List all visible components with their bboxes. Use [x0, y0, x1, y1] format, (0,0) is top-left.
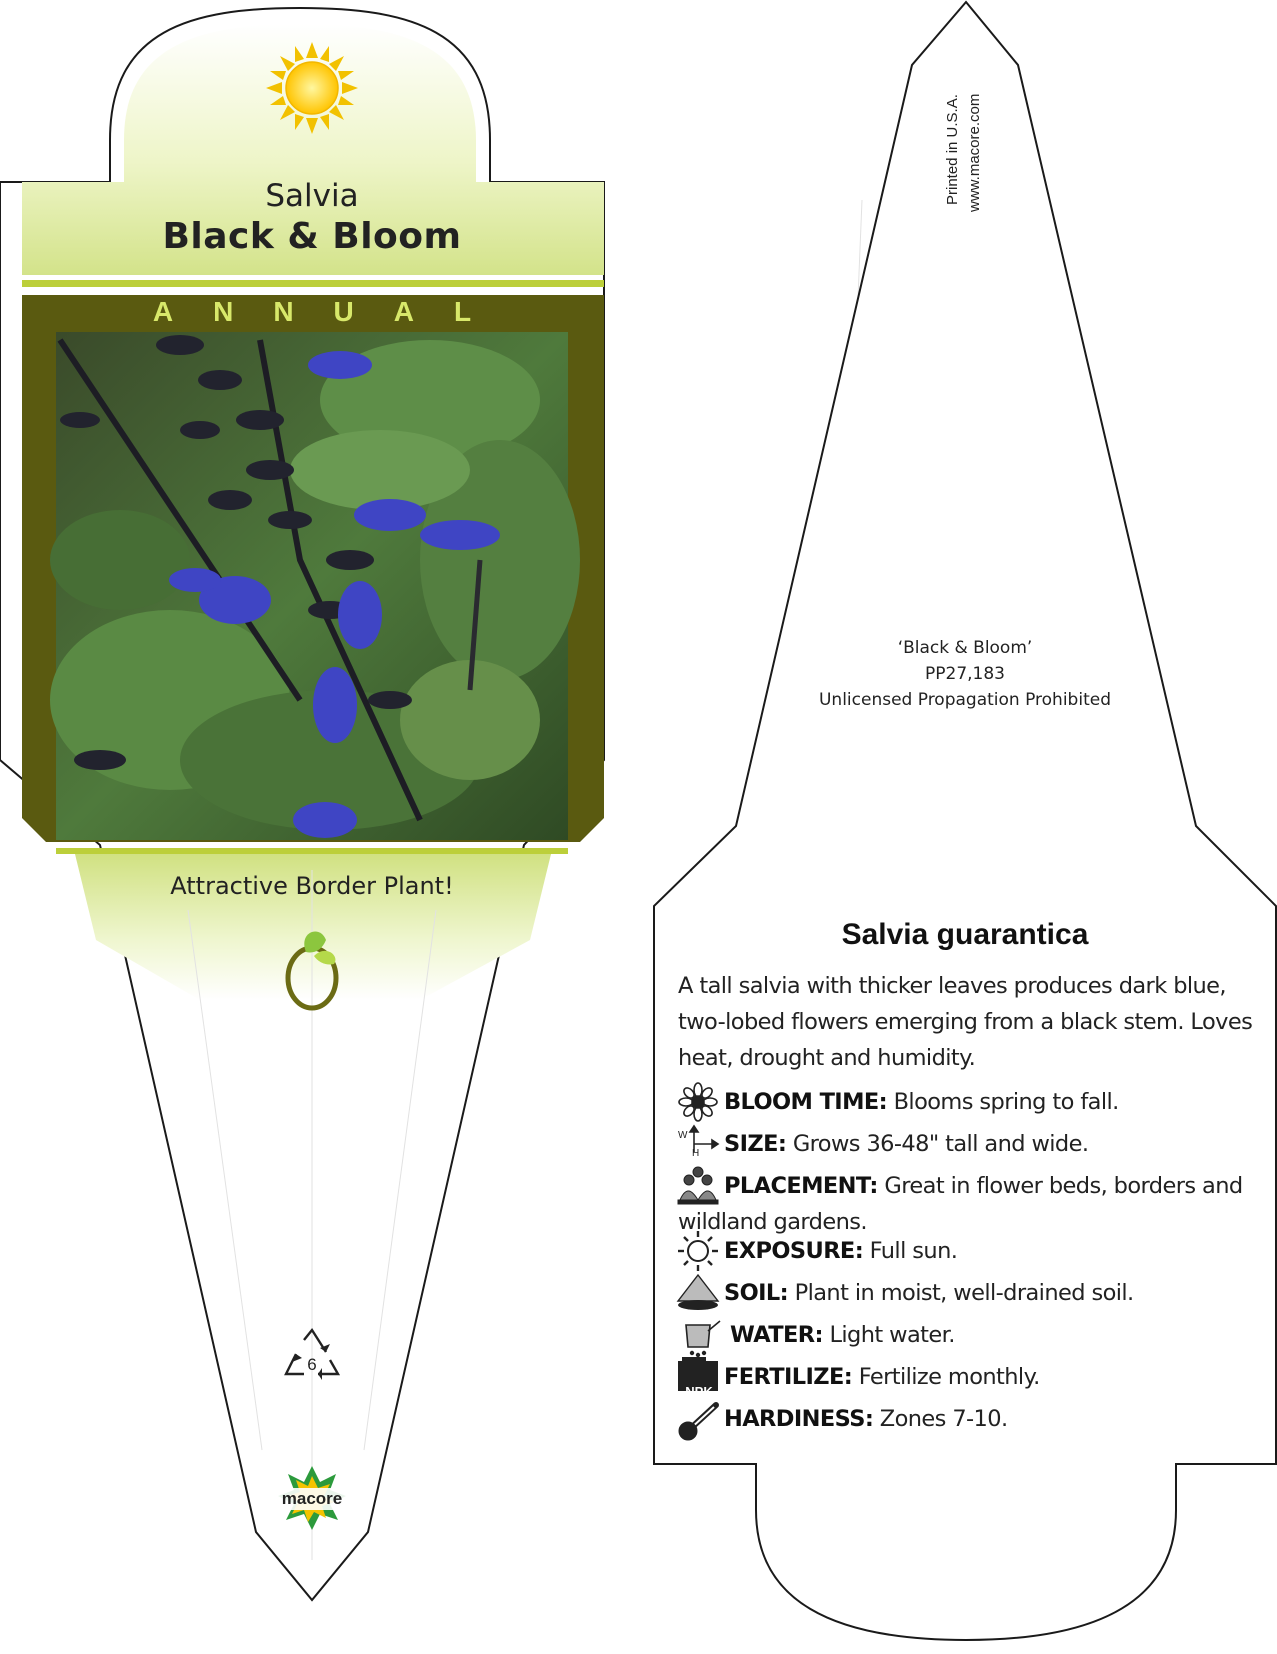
- detail-size: [724, 1126, 1264, 1162]
- footer-accent-line: [56, 848, 568, 854]
- detail-value: Plant in moist, well-drained soil.: [788, 1280, 1134, 1306]
- detail-label: EXPOSURE:: [724, 1238, 864, 1264]
- header-accent-line: [22, 280, 604, 287]
- website-text: www.macore.com: [966, 93, 983, 212]
- detail-soil: [724, 1275, 1264, 1311]
- detail-value: Grows 36-48" tall and wide.: [786, 1131, 1089, 1157]
- detail-label: BLOOM TIME:: [724, 1089, 888, 1115]
- detail-label: SIZE:: [724, 1131, 787, 1157]
- detail-fertilize: [724, 1359, 1264, 1395]
- detail-label: HARDINESS:: [724, 1406, 874, 1432]
- scientific-name: Salvia guarantica: [841, 918, 1089, 951]
- recycle-number: 6: [307, 1355, 317, 1374]
- detail-value: Great in flower beds, borders and wildland gardens.: [678, 1173, 1243, 1235]
- category-label: ANNUAL: [152, 296, 512, 327]
- plant-photo: [50, 332, 580, 840]
- detail-value: Blooms spring to fall.: [887, 1089, 1119, 1115]
- detail-placement: [678, 1168, 1258, 1240]
- printed-in-text: Printed in U.S.A.: [944, 94, 961, 205]
- detail-value: Zones 7-10.: [873, 1406, 1008, 1432]
- detail-exposure: [724, 1233, 1264, 1269]
- plant-description: A tall salvia with thicker leaves produces dark blue, two-lobed flowers emerging from a black stem. Loves heat, drought and humidity.: [678, 973, 1253, 1071]
- patent-number: PP27,183: [925, 664, 1005, 684]
- brand-name: macore: [281, 1489, 343, 1508]
- size-w-label: W: [678, 1130, 688, 1141]
- detail-bloom-time: [724, 1084, 1264, 1120]
- size-h-label: H: [692, 1148, 700, 1159]
- plant-genus-title: Salvia: [265, 178, 359, 214]
- detail-water: [730, 1317, 1264, 1353]
- detail-value: Fertilize monthly.: [852, 1364, 1040, 1390]
- tagline: Attractive Border Plant!: [170, 872, 454, 900]
- propagation-notice: Unlicensed Propagation Prohibited: [818, 690, 1111, 710]
- plant-variety-title: Black & Bloom: [162, 216, 462, 257]
- detail-value: Light water.: [822, 1322, 955, 1348]
- detail-label: SOIL:: [724, 1280, 789, 1306]
- cultivar-name: ‘Black & Bloom’: [897, 638, 1033, 658]
- detail-label: WATER:: [730, 1322, 823, 1348]
- npk-label: NPK: [685, 1384, 713, 1399]
- detail-hardiness: [724, 1401, 1264, 1437]
- detail-value: Full sun.: [863, 1238, 958, 1264]
- detail-label: FERTILIZE:: [724, 1364, 853, 1390]
- detail-label: PLACEMENT:: [724, 1173, 878, 1199]
